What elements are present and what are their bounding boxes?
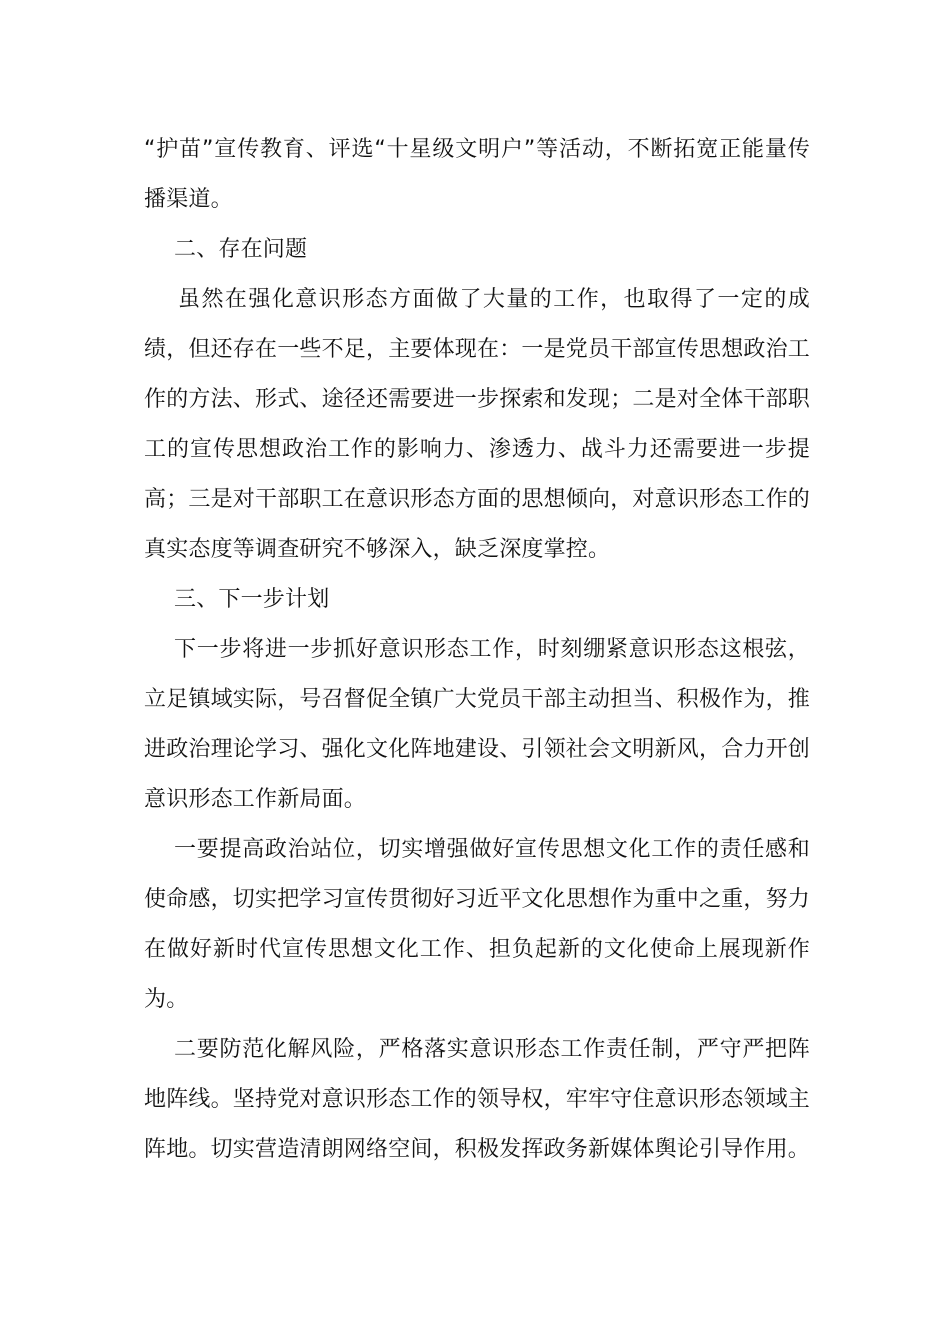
section-heading-next-plan: 三、下一步计划: [174, 587, 330, 612]
paragraph-risk-prevention: 二要防范化解风险，严格落实意识形态工作责任制，严守严把阵地阵线。坚持党对意识形态工作的领导权，牢牢守住意识形态领域主阵地。切实营造清朗网络空间，积极发挥政务新媒体舆论引导作用。: [144, 1037, 811, 1162]
paragraph-problems: 虽然在强化意识形态方面做了大量的工作，也取得了一定的成绩，但还存在一些不足，主要体现在：一是党员干部宣传思想政治工作的方法、形式、途径还需要进一步探索和发现；二是对全体干部职工的宣传思想政治工作的影响力、渗透力、战斗力还需要进一步提高；三是对干部职工在意识形态方面的思想倾向，对意识形态工作的真实态度等调查研究不够深入，缺乏深度掌控。: [144, 287, 811, 562]
section-heading-problems: 二、存在问题: [174, 237, 308, 262]
paragraph-continued: “护苗”宣传教育、评选“十星级文明户”等活动，不断拓宽正能量传播渠道。: [144, 137, 810, 212]
paragraph-next-plan: 下一步将进一步抓好意识形态工作，时刻绷紧意识形态这根弦，立足镇域实际，号召督促全镇广大党员干部主动担当、积极作为，推进政治理论学习、强化文化阵地建设、引领社会文明新风，合力开创意识形态工作新局面。: [144, 637, 811, 812]
document-body: [144, 125, 810, 1175]
paragraph-political-stance: 一要提高政治站位，切实增强做好宣传思想文化工作的责任感和使命感，切实把学习宣传贯彻好习近平文化思想作为重中之重，努力在做好新时代宣传思想文化工作、担负起新的文化使命上展现新作为。: [144, 837, 811, 1012]
